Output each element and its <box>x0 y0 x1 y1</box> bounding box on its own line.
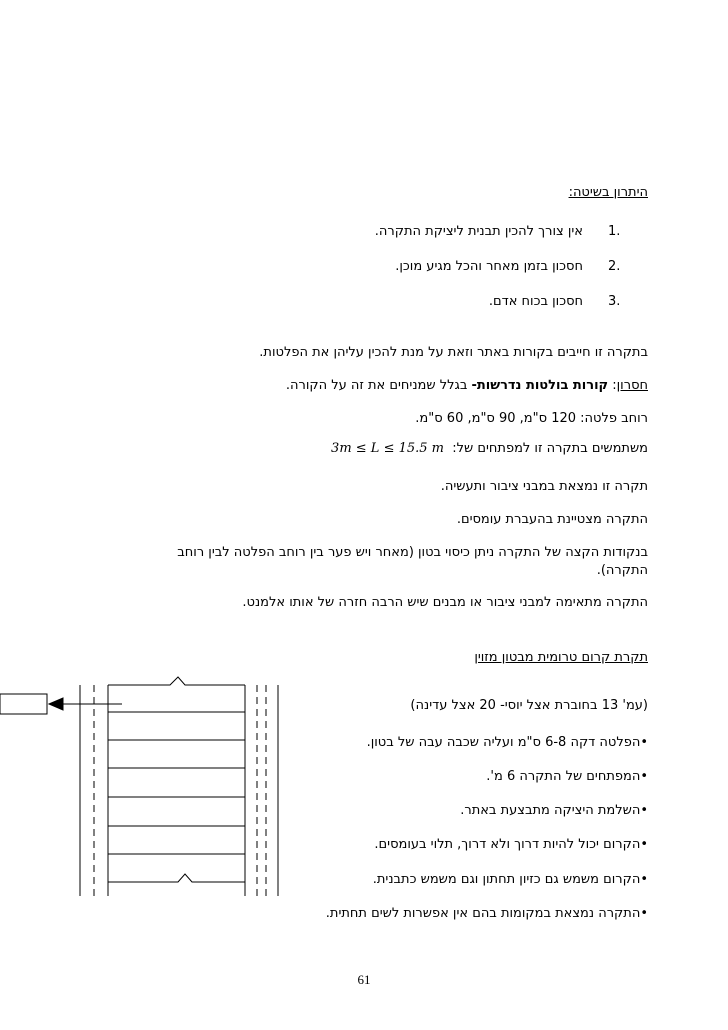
paragraph-edge: בנקודות הקצה של התקרה ניתן כיסוי בטון (מאחר ויש פער בין רוחב הפלטה לבין רוחב התקרה). <box>177 545 648 578</box>
bullet-item: •הפלטה דקה 6-8 ס"מ ועליה שכבה עבה של בטון. <box>366 735 648 750</box>
span-formula: 3m ≤ L ≤ 15.5 m <box>331 441 444 456</box>
disadvantage-rest: בגלל שמניחים את זה על הקורה. <box>285 378 472 393</box>
list-number: 1. <box>608 224 621 239</box>
span-text: משתמשים בתקרה זו למפתחים של: <box>452 441 648 456</box>
list-item: אין צורך להכין תבנית ליציקת התקרה. <box>374 224 583 239</box>
list-item: חסכון בכוח אדם. <box>488 294 583 309</box>
bullet-item: •התקרה נמצאת במקומות בהם אין אפשרות לשים תחתית. <box>325 906 648 921</box>
bullet-item: •המפתחים של התקרה 6 מ'. <box>486 769 648 784</box>
paragraph-beams: בתקרה זו חייבים בקורות באתר וזאת על מנת להכין עליהן את הפלטות. <box>259 345 648 360</box>
list-item: חסכון בזמן מאחר והכל מגיע מוכן. <box>395 259 583 274</box>
reference-note: (עמ' 13 בחוברת אצל יוסי- 20 אצל עדינה) <box>410 698 648 713</box>
disadvantage-bold: קורות בולטות נדרשות- <box>471 378 609 393</box>
list-number: 3. <box>608 294 621 309</box>
bullet-item: •הקרום משמש גם כזיון תחתון וגם משמש כתבנית. <box>372 872 648 887</box>
section-title: תקרת קרום טרומית מבטון מזוין <box>474 650 648 665</box>
list-number: 2. <box>608 259 621 274</box>
bullet-item: •השלמת היציקה מתבצעת באתר. <box>460 803 648 818</box>
paragraph-width: רוחב פלטה: 120 ס"מ, 90 ס"מ, 60 ס"מ. <box>415 411 648 426</box>
bullet-item: •הקרום יכול להיות דרוך ולא דרוך, תלוי בעומסים. <box>374 837 648 852</box>
paragraph-found: תקרה זו נמצאת במבני ציבור ותעשיה. <box>440 479 648 494</box>
page-number: 61 <box>357 972 371 987</box>
advantages-heading: היתרון בשיטה: <box>568 185 648 200</box>
disadvantage-colon: : <box>608 378 617 393</box>
disadvantage-label: חסרון <box>616 378 648 393</box>
slab-drawing <box>0 677 278 896</box>
paragraph-loads: התקרה מצטיינת בהעברת עומסים. <box>456 512 648 527</box>
paragraph-fit: התקרה מתאימה למבני ציבור או מבנים שיש הרבה חזרה של אותו אלמנט. <box>242 595 648 610</box>
